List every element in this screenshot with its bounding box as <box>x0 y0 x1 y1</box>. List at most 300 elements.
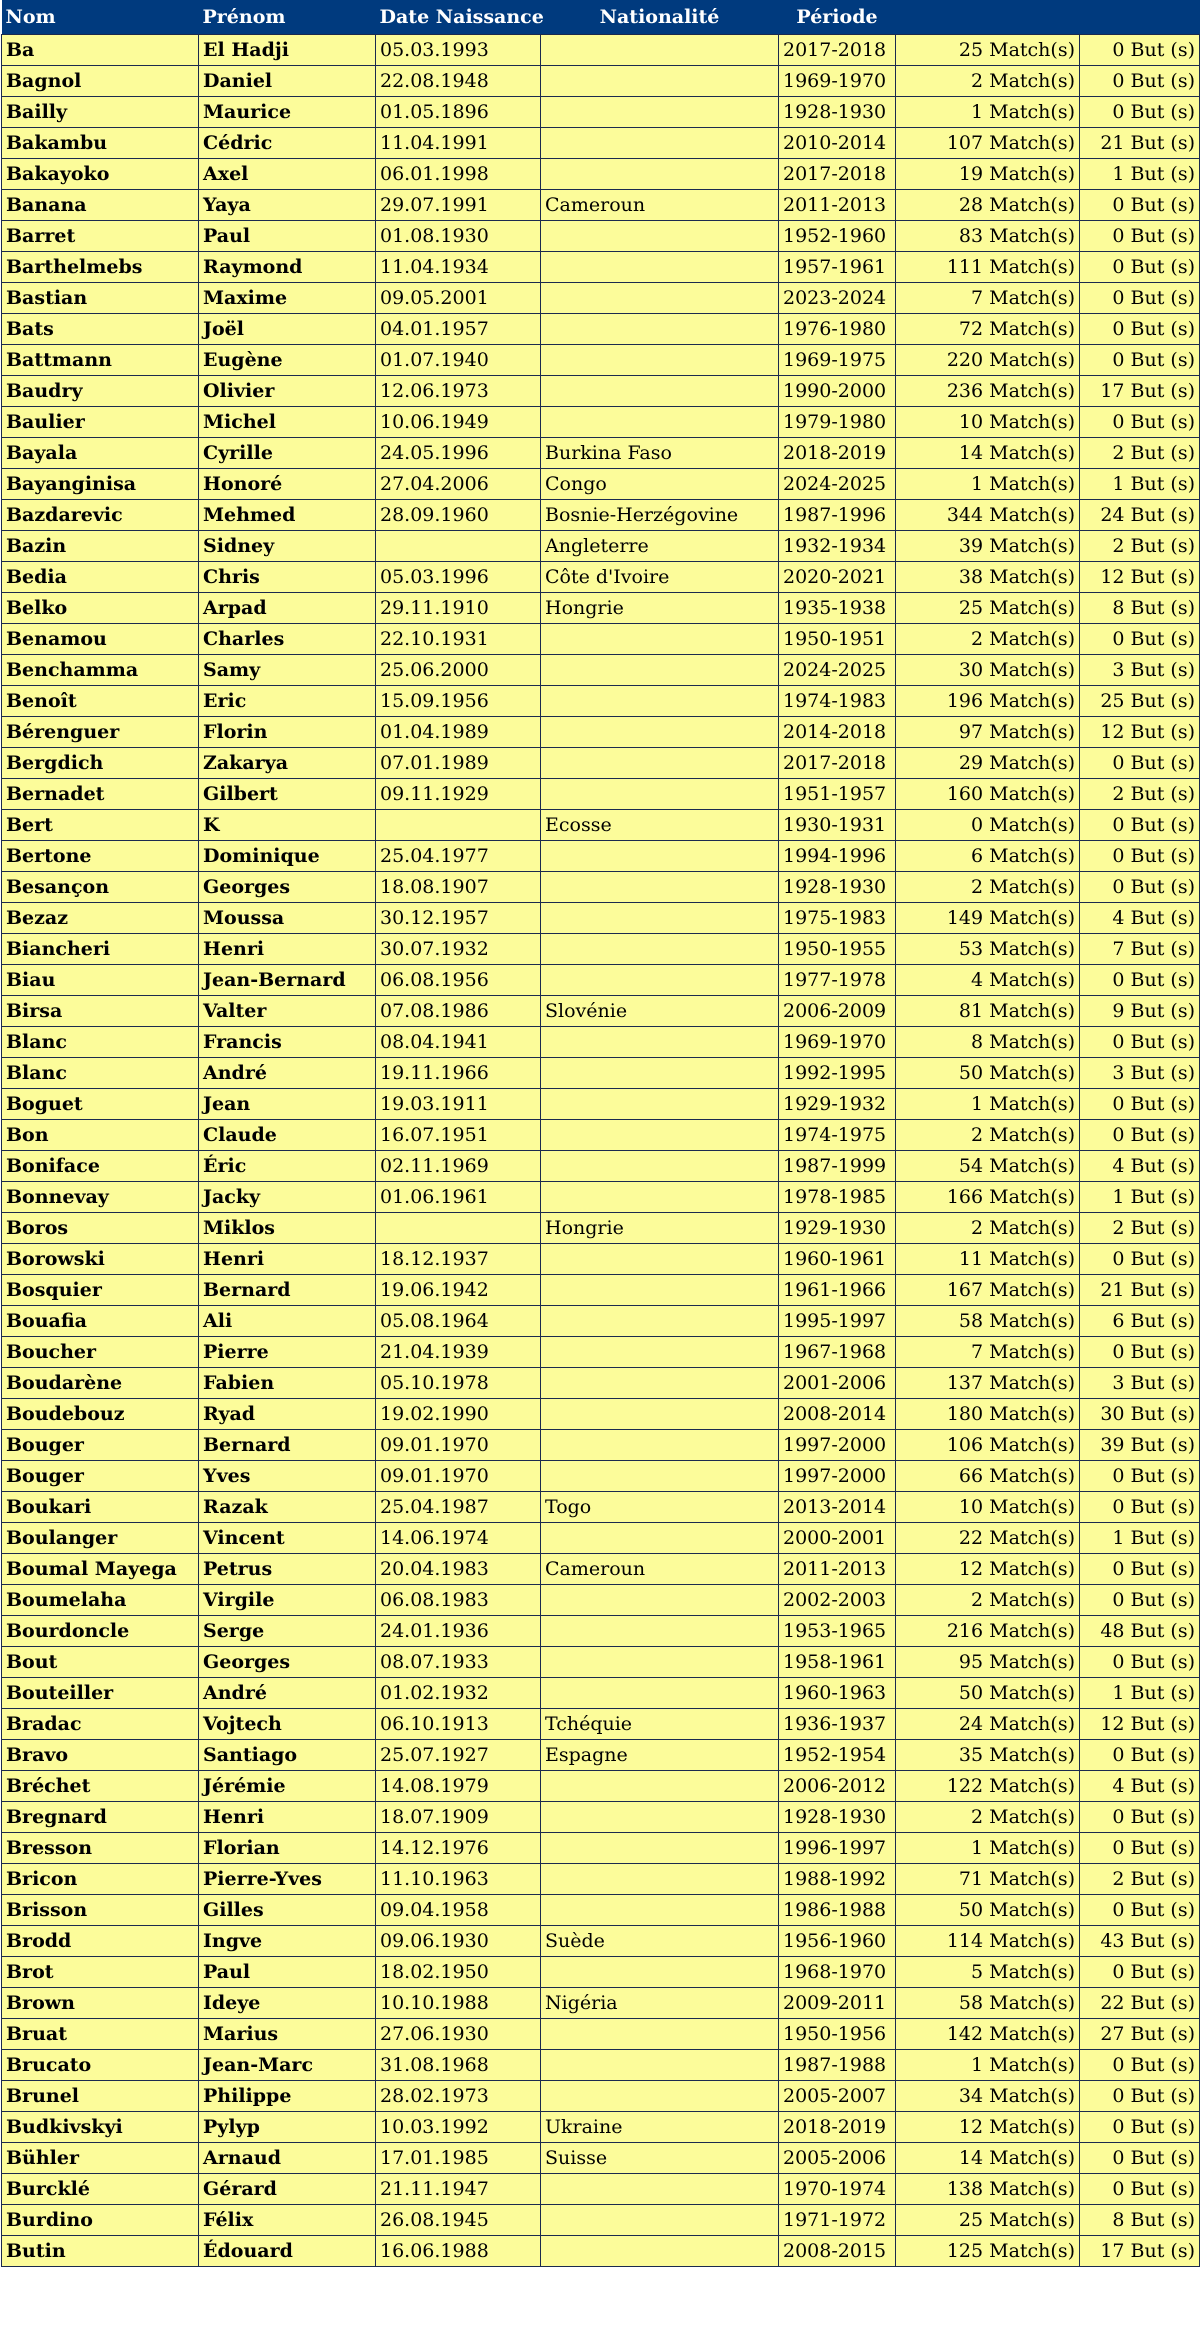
cell-nationalite: Hongrie <box>541 593 779 624</box>
table-row <box>2 1244 1200 1275</box>
cell-periode: 1967-1968 <box>779 1337 896 1368</box>
cell-date-naissance: 05.08.1964 <box>376 1306 541 1337</box>
cell-nationalite <box>541 934 779 965</box>
cell-nom: Bouteiller <box>2 1678 199 1709</box>
cell-periode: 1928-1930 <box>779 97 896 128</box>
cell-periode: 1960-1961 <box>779 1244 896 1275</box>
cell-goals: 0 But (s) <box>1080 345 1200 376</box>
cell-prenom: Virgile <box>199 1585 376 1616</box>
cell-matches: 50 Match(s) <box>896 1895 1080 1926</box>
cell-matches: 344 Match(s) <box>896 500 1080 531</box>
cell-periode: 2009-2011 <box>779 1988 896 2019</box>
header-nom: Nom <box>2 0 199 35</box>
cell-nom: Benchamma <box>2 655 199 686</box>
cell-periode: 1978-1985 <box>779 1182 896 1213</box>
cell-goals: 0 But (s) <box>1080 624 1200 655</box>
cell-nom: Banana <box>2 190 199 221</box>
cell-date-naissance: 08.07.1933 <box>376 1647 541 1678</box>
cell-periode: 2011-2013 <box>779 1554 896 1585</box>
cell-periode: 1958-1961 <box>779 1647 896 1678</box>
cell-matches: 138 Match(s) <box>896 2174 1080 2205</box>
cell-matches: 97 Match(s) <box>896 717 1080 748</box>
cell-date-naissance: 10.03.1992 <box>376 2112 541 2143</box>
cell-periode: 2002-2003 <box>779 1585 896 1616</box>
cell-periode: 1987-1999 <box>779 1151 896 1182</box>
cell-date-naissance: 11.04.1934 <box>376 252 541 283</box>
cell-prenom: Yves <box>199 1461 376 1492</box>
cell-nationalite <box>541 314 779 345</box>
cell-prenom: Charles <box>199 624 376 655</box>
cell-goals: 0 But (s) <box>1080 1895 1200 1926</box>
table-body <box>2 35 1200 2267</box>
cell-nationalite <box>541 283 779 314</box>
cell-prenom: Arnaud <box>199 2143 376 2174</box>
cell-matches: 39 Match(s) <box>896 531 1080 562</box>
table-row <box>2 2174 1200 2205</box>
table-row <box>2 841 1200 872</box>
cell-periode: 2024-2025 <box>779 469 896 500</box>
cell-periode: 1987-1996 <box>779 500 896 531</box>
cell-date-naissance: 29.11.1910 <box>376 593 541 624</box>
cell-periode: 2006-2012 <box>779 1771 896 1802</box>
cell-prenom: Jean-Bernard <box>199 965 376 996</box>
cell-date-naissance: 18.08.1907 <box>376 872 541 903</box>
cell-goals: 2 But (s) <box>1080 1213 1200 1244</box>
table-row <box>2 2019 1200 2050</box>
cell-nom: Burcklé <box>2 2174 199 2205</box>
table-row <box>2 2050 1200 2081</box>
cell-prenom: Félix <box>199 2205 376 2236</box>
cell-nationalite <box>541 1430 779 1461</box>
cell-date-naissance: 15.09.1956 <box>376 686 541 717</box>
cell-goals: 3 But (s) <box>1080 1368 1200 1399</box>
table-row <box>2 1306 1200 1337</box>
table-header <box>2 0 1200 35</box>
cell-goals: 2 But (s) <box>1080 438 1200 469</box>
cell-date-naissance: 02.11.1969 <box>376 1151 541 1182</box>
table-row <box>2 221 1200 252</box>
cell-matches: 160 Match(s) <box>896 779 1080 810</box>
cell-goals: 0 But (s) <box>1080 1833 1200 1864</box>
cell-goals: 0 But (s) <box>1080 190 1200 221</box>
cell-date-naissance: 08.04.1941 <box>376 1027 541 1058</box>
cell-nom: Battmann <box>2 345 199 376</box>
cell-nationalite <box>541 1337 779 1368</box>
cell-date-naissance: 07.01.1989 <box>376 748 541 779</box>
cell-periode: 1968-1970 <box>779 1957 896 1988</box>
cell-prenom: Valter <box>199 996 376 1027</box>
cell-prenom: André <box>199 1678 376 1709</box>
header-matches <box>896 0 1080 35</box>
cell-prenom: Eric <box>199 686 376 717</box>
cell-date-naissance: 04.01.1957 <box>376 314 541 345</box>
cell-periode: 1956-1960 <box>779 1926 896 1957</box>
cell-nationalite <box>541 1647 779 1678</box>
cell-periode: 2018-2019 <box>779 438 896 469</box>
cell-nationalite <box>541 1306 779 1337</box>
cell-matches: 38 Match(s) <box>896 562 1080 593</box>
table-row <box>2 1833 1200 1864</box>
cell-periode: 1974-1983 <box>779 686 896 717</box>
header-prenom: Prénom <box>199 0 376 35</box>
table-row <box>2 1492 1200 1523</box>
cell-goals: 0 But (s) <box>1080 1585 1200 1616</box>
table-row <box>2 1275 1200 1306</box>
cell-date-naissance: 28.02.1973 <box>376 2081 541 2112</box>
cell-nom: Bertone <box>2 841 199 872</box>
cell-periode: 1970-1974 <box>779 2174 896 2205</box>
cell-goals: 2 But (s) <box>1080 1864 1200 1895</box>
cell-periode: 2018-2019 <box>779 2112 896 2143</box>
cell-nationalite: Côte d'Ivoire <box>541 562 779 593</box>
cell-prenom: Marius <box>199 2019 376 2050</box>
table-row <box>2 97 1200 128</box>
cell-prenom: Serge <box>199 1616 376 1647</box>
cell-matches: 2 Match(s) <box>896 872 1080 903</box>
cell-prenom: Gilles <box>199 1895 376 1926</box>
cell-nom: Bon <box>2 1120 199 1151</box>
cell-matches: 7 Match(s) <box>896 283 1080 314</box>
cell-nationalite <box>541 624 779 655</box>
cell-goals: 0 But (s) <box>1080 1027 1200 1058</box>
cell-prenom: Razak <box>199 1492 376 1523</box>
table-row <box>2 1027 1200 1058</box>
cell-prenom: André <box>199 1058 376 1089</box>
table-row <box>2 2205 1200 2236</box>
cell-prenom: Axel <box>199 159 376 190</box>
cell-matches: 220 Match(s) <box>896 345 1080 376</box>
cell-matches: 34 Match(s) <box>896 2081 1080 2112</box>
cell-periode: 2005-2007 <box>779 2081 896 2112</box>
cell-matches: 24 Match(s) <box>896 1709 1080 1740</box>
cell-nationalite <box>541 159 779 190</box>
cell-matches: 95 Match(s) <box>896 1647 1080 1678</box>
cell-prenom: Henri <box>199 1802 376 1833</box>
cell-prenom: Pierre <box>199 1337 376 1368</box>
table-row <box>2 283 1200 314</box>
cell-nationalite <box>541 1027 779 1058</box>
cell-date-naissance: 25.04.1987 <box>376 1492 541 1523</box>
cell-matches: 22 Match(s) <box>896 1523 1080 1554</box>
cell-date-naissance: 25.06.2000 <box>376 655 541 686</box>
cell-nom: Besançon <box>2 872 199 903</box>
cell-date-naissance: 30.12.1957 <box>376 903 541 934</box>
table-row <box>2 1461 1200 1492</box>
cell-periode: 1952-1960 <box>779 221 896 252</box>
table-row <box>2 531 1200 562</box>
cell-prenom: Philippe <box>199 2081 376 2112</box>
cell-date-naissance: 29.07.1991 <box>376 190 541 221</box>
table-row <box>2 872 1200 903</box>
cell-goals: 0 But (s) <box>1080 872 1200 903</box>
cell-periode: 1997-2000 <box>779 1430 896 1461</box>
cell-matches: 4 Match(s) <box>896 965 1080 996</box>
table-row <box>2 748 1200 779</box>
cell-goals: 0 But (s) <box>1080 314 1200 345</box>
cell-goals: 3 But (s) <box>1080 1058 1200 1089</box>
cell-nom: Bakayoko <box>2 159 199 190</box>
cell-goals: 0 But (s) <box>1080 1492 1200 1523</box>
cell-matches: 72 Match(s) <box>896 314 1080 345</box>
cell-periode: 1971-1972 <box>779 2205 896 2236</box>
table-row <box>2 128 1200 159</box>
cell-prenom: Ryad <box>199 1399 376 1430</box>
cell-prenom: Paul <box>199 1957 376 1988</box>
cell-nationalite <box>541 1585 779 1616</box>
cell-nationalite: Bosnie-Herzégovine <box>541 500 779 531</box>
cell-goals: 43 But (s) <box>1080 1926 1200 1957</box>
cell-matches: 81 Match(s) <box>896 996 1080 1027</box>
cell-nom: Bayanginisa <box>2 469 199 500</box>
cell-nom: Bats <box>2 314 199 345</box>
cell-matches: 1 Match(s) <box>896 1089 1080 1120</box>
cell-nationalite: Nigéria <box>541 1988 779 2019</box>
cell-goals: 0 But (s) <box>1080 2174 1200 2205</box>
table-row <box>2 252 1200 283</box>
cell-goals: 22 But (s) <box>1080 1988 1200 2019</box>
table-row <box>2 1337 1200 1368</box>
cell-nom: Boukari <box>2 1492 199 1523</box>
cell-nom: Bezaz <box>2 903 199 934</box>
cell-matches: 137 Match(s) <box>896 1368 1080 1399</box>
cell-nom: Bruat <box>2 2019 199 2050</box>
cell-goals: 4 But (s) <box>1080 1771 1200 1802</box>
cell-goals: 0 But (s) <box>1080 1337 1200 1368</box>
cell-goals: 2 But (s) <box>1080 531 1200 562</box>
cell-nationalite <box>541 1864 779 1895</box>
cell-periode: 2010-2014 <box>779 128 896 159</box>
cell-goals: 8 But (s) <box>1080 593 1200 624</box>
cell-prenom: Chris <box>199 562 376 593</box>
cell-prenom: Édouard <box>199 2236 376 2267</box>
cell-matches: 35 Match(s) <box>896 1740 1080 1771</box>
cell-nom: Bailly <box>2 97 199 128</box>
cell-matches: 50 Match(s) <box>896 1678 1080 1709</box>
cell-nationalite <box>541 221 779 252</box>
cell-date-naissance: 14.06.1974 <box>376 1523 541 1554</box>
cell-nationalite <box>541 1182 779 1213</box>
table-row <box>2 1895 1200 1926</box>
cell-prenom: Zakarya <box>199 748 376 779</box>
cell-nationalite <box>541 345 779 376</box>
cell-nationalite <box>541 748 779 779</box>
cell-prenom: Fabien <box>199 1368 376 1399</box>
cell-goals: 0 But (s) <box>1080 1957 1200 1988</box>
cell-periode: 1952-1954 <box>779 1740 896 1771</box>
cell-nom: Bérenguer <box>2 717 199 748</box>
cell-matches: 2 Match(s) <box>896 1585 1080 1616</box>
cell-nationalite <box>541 1957 779 1988</box>
cell-prenom: Cyrille <box>199 438 376 469</box>
cell-prenom: Samy <box>199 655 376 686</box>
cell-goals: 17 But (s) <box>1080 376 1200 407</box>
cell-periode: 1969-1970 <box>779 1027 896 1058</box>
cell-nom: Barthelmebs <box>2 252 199 283</box>
cell-matches: 25 Match(s) <box>896 2205 1080 2236</box>
cell-matches: 14 Match(s) <box>896 2143 1080 2174</box>
cell-goals: 0 But (s) <box>1080 1120 1200 1151</box>
cell-prenom: Dominique <box>199 841 376 872</box>
table-row <box>2 1678 1200 1709</box>
cell-matches: 71 Match(s) <box>896 1864 1080 1895</box>
table-row <box>2 1151 1200 1182</box>
cell-matches: 30 Match(s) <box>896 655 1080 686</box>
cell-date-naissance: 25.04.1977 <box>376 841 541 872</box>
cell-nationalite <box>541 965 779 996</box>
cell-matches: 142 Match(s) <box>896 2019 1080 2050</box>
cell-nom: Brisson <box>2 1895 199 1926</box>
cell-goals: 0 But (s) <box>1080 35 1200 66</box>
table-row <box>2 438 1200 469</box>
cell-nationalite: Cameroun <box>541 190 779 221</box>
cell-nom: Bayala <box>2 438 199 469</box>
cell-nom: Blanc <box>2 1027 199 1058</box>
cell-date-naissance: 07.08.1986 <box>376 996 541 1027</box>
cell-prenom: Georges <box>199 872 376 903</box>
cell-date-naissance: 14.08.1979 <box>376 1771 541 1802</box>
cell-periode: 1994-1996 <box>779 841 896 872</box>
cell-date-naissance: 16.06.1988 <box>376 2236 541 2267</box>
cell-prenom: Yaya <box>199 190 376 221</box>
cell-nom: Bradac <box>2 1709 199 1740</box>
cell-date-naissance: 26.08.1945 <box>376 2205 541 2236</box>
cell-periode: 2000-2001 <box>779 1523 896 1554</box>
cell-periode: 1930-1931 <box>779 810 896 841</box>
cell-periode: 1976-1980 <box>779 314 896 345</box>
cell-nationalite <box>541 1244 779 1275</box>
table-row <box>2 686 1200 717</box>
table-row <box>2 903 1200 934</box>
cell-matches: 10 Match(s) <box>896 407 1080 438</box>
cell-prenom: Vojtech <box>199 1709 376 1740</box>
table-row <box>2 1089 1200 1120</box>
cell-nationalite: Hongrie <box>541 1213 779 1244</box>
table-row <box>2 965 1200 996</box>
cell-nom: Borowski <box>2 1244 199 1275</box>
cell-prenom: Maurice <box>199 97 376 128</box>
cell-nationalite <box>541 66 779 97</box>
cell-goals: 1 But (s) <box>1080 1523 1200 1554</box>
cell-prenom: Miklos <box>199 1213 376 1244</box>
cell-date-naissance: 05.03.1996 <box>376 562 541 593</box>
table-row <box>2 810 1200 841</box>
cell-nom: Brown <box>2 1988 199 2019</box>
cell-prenom: Arpad <box>199 593 376 624</box>
cell-matches: 8 Match(s) <box>896 1027 1080 1058</box>
cell-prenom: Ali <box>199 1306 376 1337</box>
cell-nationalite <box>541 376 779 407</box>
table-row <box>2 2236 1200 2267</box>
cell-goals: 0 But (s) <box>1080 2112 1200 2143</box>
cell-nationalite <box>541 1275 779 1306</box>
cell-periode: 1929-1930 <box>779 1213 896 1244</box>
cell-goals: 12 But (s) <box>1080 1709 1200 1740</box>
cell-matches: 216 Match(s) <box>896 1616 1080 1647</box>
cell-nom: Butin <box>2 2236 199 2267</box>
cell-prenom: Claude <box>199 1120 376 1151</box>
cell-date-naissance: 06.08.1956 <box>376 965 541 996</box>
cell-date-naissance: 21.11.1947 <box>376 2174 541 2205</box>
cell-prenom: Daniel <box>199 66 376 97</box>
cell-nationalite <box>541 1089 779 1120</box>
cell-matches: 50 Match(s) <box>896 1058 1080 1089</box>
cell-nom: Biancheri <box>2 934 199 965</box>
cell-nationalite <box>541 35 779 66</box>
cell-periode: 1957-1961 <box>779 252 896 283</box>
cell-date-naissance: 09.05.2001 <box>376 283 541 314</box>
cell-matches: 28 Match(s) <box>896 190 1080 221</box>
cell-periode: 2017-2018 <box>779 159 896 190</box>
cell-date-naissance: 09.11.1929 <box>376 779 541 810</box>
cell-date-naissance: 01.02.1932 <box>376 1678 541 1709</box>
cell-matches: 66 Match(s) <box>896 1461 1080 1492</box>
cell-nationalite <box>541 128 779 159</box>
cell-nom: Boudebouz <box>2 1399 199 1430</box>
cell-matches: 0 Match(s) <box>896 810 1080 841</box>
cell-periode: 1990-2000 <box>779 376 896 407</box>
cell-nom: Biau <box>2 965 199 996</box>
header-periode: Période <box>779 0 896 35</box>
cell-nationalite: Congo <box>541 469 779 500</box>
cell-nationalite: Suède <box>541 1926 779 1957</box>
cell-goals: 1 But (s) <box>1080 159 1200 190</box>
cell-date-naissance: 19.11.1966 <box>376 1058 541 1089</box>
table-row <box>2 1430 1200 1461</box>
cell-periode: 2008-2015 <box>779 2236 896 2267</box>
players-table <box>1 0 1200 2267</box>
cell-goals: 21 But (s) <box>1080 128 1200 159</box>
cell-prenom: Jean-Marc <box>199 2050 376 2081</box>
cell-date-naissance: 21.04.1939 <box>376 1337 541 1368</box>
cell-periode: 1950-1955 <box>779 934 896 965</box>
cell-goals: 17 But (s) <box>1080 2236 1200 2267</box>
table-row <box>2 66 1200 97</box>
cell-goals: 12 But (s) <box>1080 562 1200 593</box>
cell-date-naissance: 19.02.1990 <box>376 1399 541 1430</box>
cell-matches: 236 Match(s) <box>896 376 1080 407</box>
cell-nom: Brucato <box>2 2050 199 2081</box>
cell-periode: 2017-2018 <box>779 748 896 779</box>
cell-matches: 6 Match(s) <box>896 841 1080 872</box>
cell-matches: 12 Match(s) <box>896 1554 1080 1585</box>
cell-prenom: Gérard <box>199 2174 376 2205</box>
cell-goals: 0 But (s) <box>1080 810 1200 841</box>
cell-periode: 1969-1970 <box>779 66 896 97</box>
cell-date-naissance: 09.04.1958 <box>376 1895 541 1926</box>
cell-nationalite <box>541 1802 779 1833</box>
cell-nationalite <box>541 1461 779 1492</box>
cell-periode: 1969-1975 <box>779 345 896 376</box>
table-row <box>2 934 1200 965</box>
table-row <box>2 407 1200 438</box>
table-row <box>2 159 1200 190</box>
cell-prenom: Henri <box>199 934 376 965</box>
cell-goals: 12 But (s) <box>1080 717 1200 748</box>
cell-prenom: Henri <box>199 1244 376 1275</box>
cell-goals: 0 But (s) <box>1080 1089 1200 1120</box>
cell-periode: 2017-2018 <box>779 35 896 66</box>
cell-goals: 9 But (s) <box>1080 996 1200 1027</box>
cell-matches: 10 Match(s) <box>896 1492 1080 1523</box>
cell-nationalite <box>541 407 779 438</box>
cell-periode: 1929-1932 <box>779 1089 896 1120</box>
cell-periode: 2001-2006 <box>779 1368 896 1399</box>
cell-goals: 0 But (s) <box>1080 66 1200 97</box>
cell-nationalite <box>541 779 779 810</box>
cell-date-naissance: 24.05.1996 <box>376 438 541 469</box>
table-row <box>2 1771 1200 1802</box>
table-row <box>2 624 1200 655</box>
